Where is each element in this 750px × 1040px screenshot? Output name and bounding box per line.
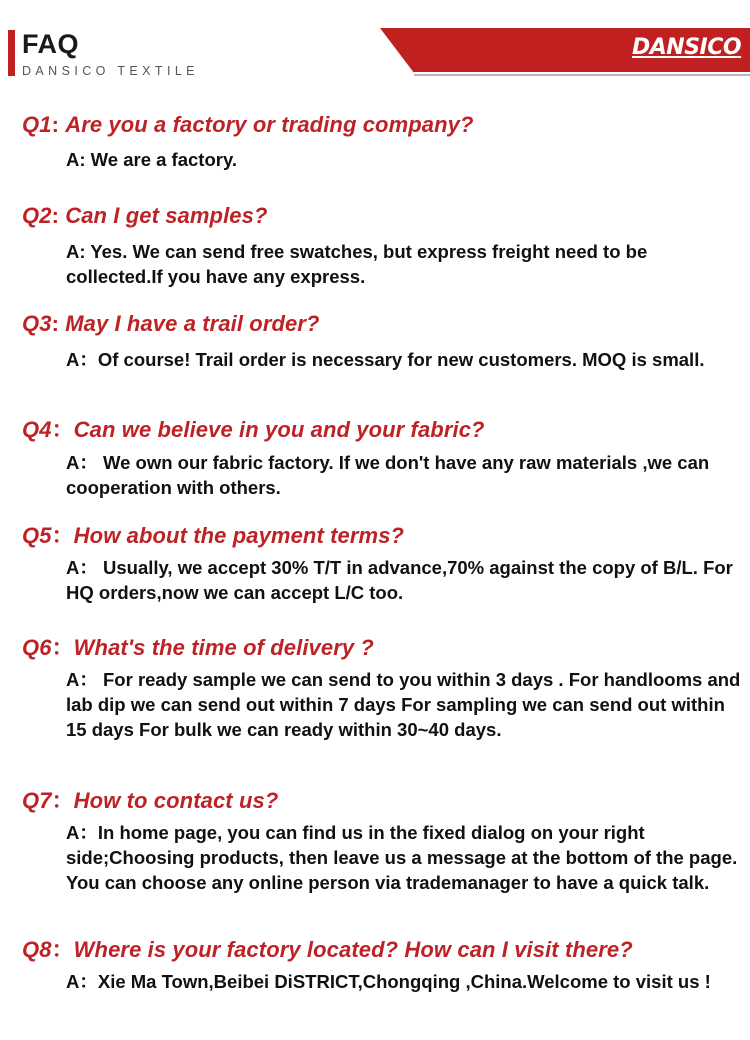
company-subtitle: DANSICO TEXTILE: [22, 64, 199, 78]
faq-question-3: Q3: May I have a trail order?: [22, 311, 320, 336]
brand-logo: DANSICO: [632, 35, 742, 60]
faq-answer-6: A： For ready sample we can send to you within 3 days . For handlooms and lab dip we can send out within 7 days For sampling we can send out within 15 days For bulk we can ready within 30~40 days.: [66, 669, 741, 740]
faq-answer-8: A：Xie Ma Town,Beibei DiSTRICT,Chongqing ,China.Welcome to visit us !: [66, 971, 711, 992]
faq-question-6: Q6：What's the time of delivery ?: [22, 635, 374, 660]
page-header: [0, 0, 750, 90]
faq-question-5: Q5：How about the payment terms?: [22, 523, 405, 548]
faq-question-1: Q1: Are you a factory or trading company?: [22, 112, 474, 137]
faq-answer-3: A：Of course! Trail order is necessary for new customers. MOQ is small.: [66, 349, 705, 370]
faq-question-7: Q7：How to contact us?: [22, 788, 279, 813]
faq-answer-5: A： Usually, we accept 30% T/T in advance,70% against the copy of B/L. For HQ orders,now we can accept L/C too.: [66, 557, 733, 603]
faq-answer-1: A: We are a factory.: [66, 149, 238, 170]
faq-answer-4: A： We own our fabric factory. If we don't have any raw materials ,we can cooperation with others.: [66, 452, 710, 498]
faq-question-4: Q4：Can we believe in you and your fabric?: [22, 417, 485, 442]
page-title: FAQ: [22, 29, 80, 59]
faq-answer-7: A：In home page, you can find us in the fixed dialog on your right side;Choosing products, then leave us a message at the bottom of the page. You can choose any online person via trademanager to have a quick talk.: [66, 822, 738, 893]
faq-question-8: Q8：Where is your factory located? How can I visit there?: [22, 937, 633, 962]
header-divider: [414, 74, 750, 76]
accent-bar: [8, 30, 15, 76]
faq-question-2: Q2: Can I get samples?: [22, 203, 268, 228]
faq-answer-2: A: Yes. We can send free swatches, but express freight need to be collected.If you have any express.: [66, 241, 648, 287]
